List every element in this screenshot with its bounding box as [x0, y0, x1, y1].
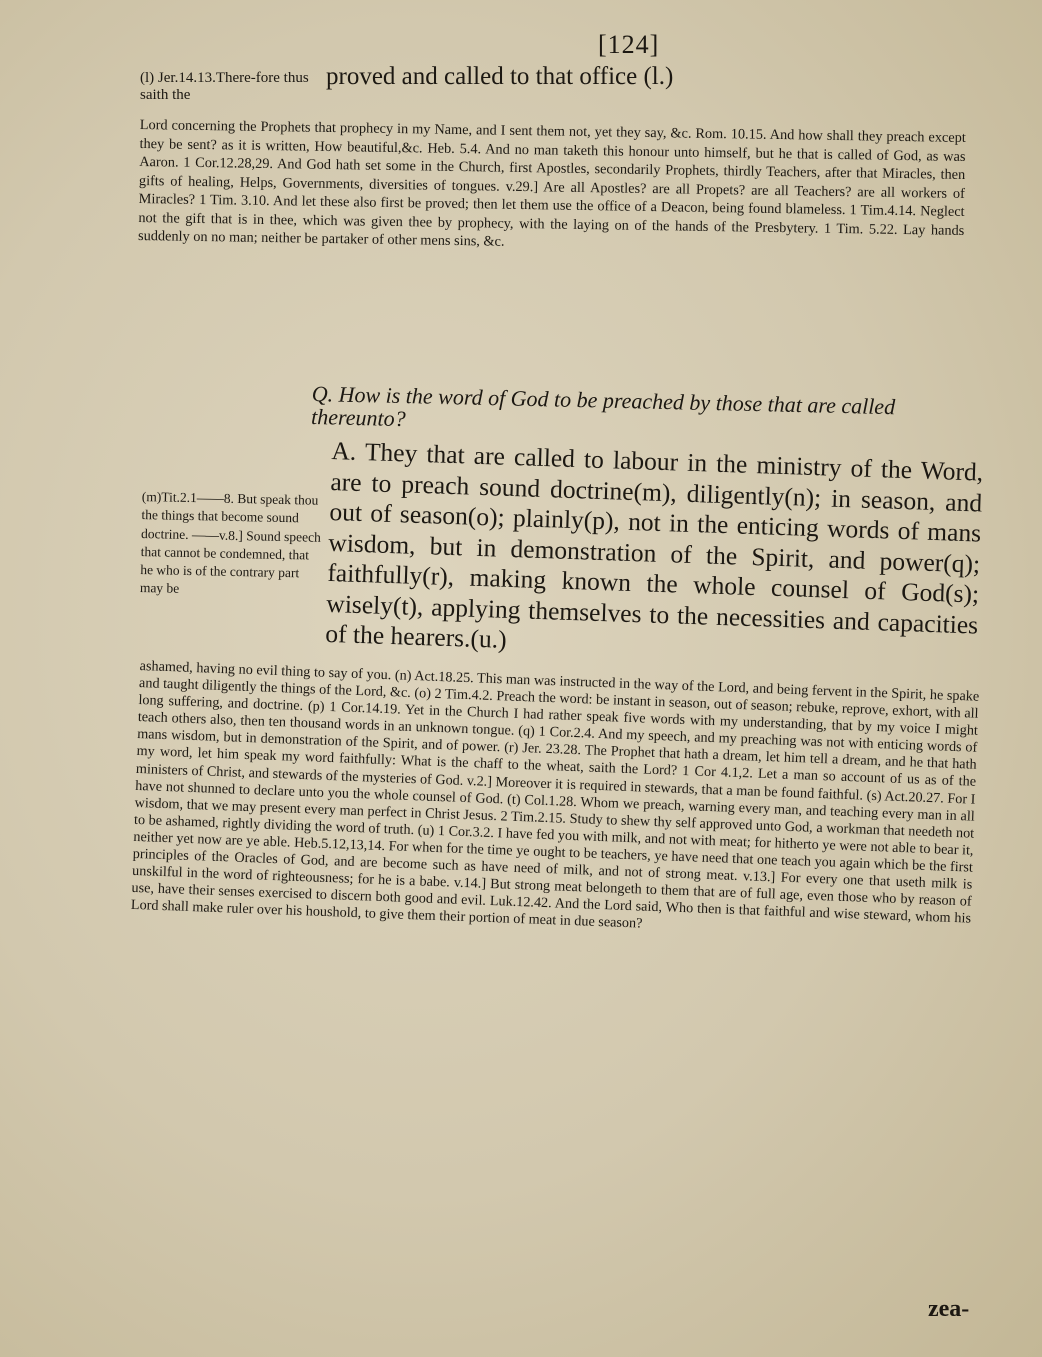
catechism-answer: A. They that are called to labour in the ministry of the Word, are to preach sound doctrine(m), diligently(n); in season, and out of season(o); plainly(p), not in the enticing words of mans wisdom, but in demonstration of the Spirit, and power(q); faithfully(r), making known the whole counsel of God(s); wisely(t), applying themselves to the necessities and capacities of the hearers.(u.)	[324, 436, 984, 654]
marginal-note-m: (m)Tit.2.1——8. But speak thou the things that become sound doctrine. ——v.8.] Sound speech that cannot be condemned, that he who is of the contrary part may be	[139, 488, 322, 597]
catchword: zea-	[928, 1296, 970, 1322]
scripture-proofs-bottom: ashamed, having no evil thing to say of you. (n) Act.18.25. This man was instructed in the way of the Lord, and being fervent in the Spirit, he spake and taught diligently the things of the Lord, &c. (o) 2 Tim.4.2. Preach the word: be instant in season, out of season; rebuke, reprove, exhort, with all long suffering, and doctrine. (p) 1 Cor.14.19. Yet in the Church I had rather speak five words with my understanding, that by my voice I might teach others also, then ten thousand words in an unknown tongue. (q) 1 Cor.2.4. And my speech, and my preaching was not with enticing words of mans wisdom, but in demonstration of the Spirit, and of power. (r) Jer. 23.28. The Prophet that hath a dream, let him tell a dream, and he that hath my word, let him speak my word faithfully: What is the chaff to the wheat, saith the Lord? 1 Cor 4.1,2. Let a man so account of us as of the ministers of Christ, and stewards of the mysteries of God. v.2.] Moreover it is required in stewards, that a man be found faithful. (s) Act.20.27. For I have not shunned to declare unto you the whole counsel of God. (t) Col.1.28. Whom we preach, warning every man, and teaching every man in all wisdom, that we may present every man perfect in Christ Jesus. 2 Tim.2.15. Study to shew thy self approved unto God, a workman that needeth not to be ashamed, rightly dividing the word of truth. (u) 1 Cor.3.2. I have fed you with milk, and not with meat; for hitherto ye were not able to bear it, neither yet now are ye able. Heb.5.12,13,14. For when for the time ye ought to be teachers, ye have need that one teach you again which be the first principles of the Oracles of God, and are become such as have need of milk, and not of strong meat. v.13.] For every one that useth milk is unskilful in the word of righteousness; for he is a babe. v.14.] But strong meat belongeth to them that are of full age, even those who by reason of use, have their senses exercised to discern both good and evil. Luk.12.42. And the Lord said, Who then is that faithful and wise steward, whom his Lord shall make ruler over his houshold, to give them their portion of meat in due season?	[130, 658, 980, 932]
marginal-note-l: (l) Jer.14.13.There-fore thus saith the	[140, 70, 309, 103]
catechism-question: Q. How is the word of God to be preached by those that are called thereunto?	[310, 381, 896, 432]
scripture-proofs-top: Lord concerning the Prophets that prophecy in my Name, and I sent them not, yet they say, &c. Rom. 10.15. And how shall they preach except they be sent? as it is written, How beautiful,&c. Heb. 5.4. And no man taketh this honour unto himself, but he that is called of God, as was Aaron. 1 Cor.12.28,29. And God hath set some in the Church, first Apostles, secondarily Prophets, thirdly Teachers, after that Miracles, then gifts of healing, Helps, Governments, diversities of tongues. v.29.] Are all Apostles? are all Propets? are all Teachers? are all workers of Miracles? 1 Tim. 3.10. And let these also first be proved; then let them use the office of a Deacon, being found blameless. 1 Tim.4.14. Neglect not the gift that is in thee, which was given thee by prophecy, with the laying on of the hands of the Presbytery. 1 Tim. 5.22. Lay hands suddenly on no man; neither be partaker of other mens sins, &c.	[137, 116, 966, 250]
page-number: [124]	[598, 30, 660, 59]
continuation-line: proved and called to that office (l.)	[326, 63, 674, 90]
